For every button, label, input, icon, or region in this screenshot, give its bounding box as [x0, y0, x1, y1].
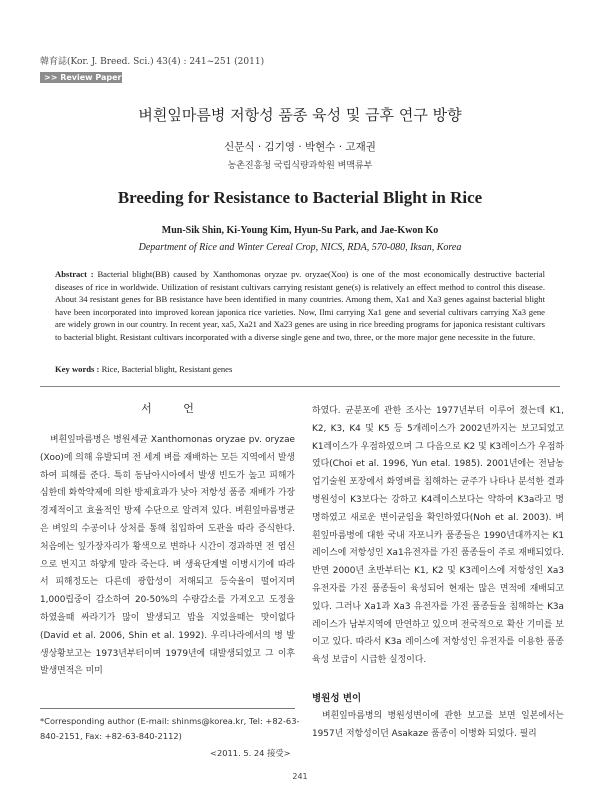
abstract-text: Bacterial blight(BB) caused by Xanthomonas oryzae pv. oryzae(Xoo) is one of the most economically destructive bacterial diseases of rice in worldwide. Utilization of resistant cultivars carrying resistant gene(s) is relatively an effect method to control this disease. About 34 resistant genes for BB resistance have been identified in many countries. Among them, Xa1 and Xa3 genes against bacterial blight have been incorporated into improved korean japonica rice varieties. Now, Ilmi carrying Xa1 gene and severial cultivars carrying Xa3 gene are widely grown in our country. In recent year, xa5, Xa21 and Xa23 genes are using in rice breeding programs for japonica resistant cultivars to bacterial blight. Resistant cultivars incorporated with a diverse single gene and two, three, or the more major gene necessite in the future. — [55, 269, 545, 342]
abstract — [55, 268, 545, 344]
keywords — [55, 364, 232, 374]
korean-authors: 신문식 · 김기영 · 박현수 · 고재권 — [224, 141, 376, 153]
keywords-text: Rice, Bacterial blight, Resistant genes — [101, 364, 233, 374]
footnote-line-2: 840-2151, Fax: +82-63-840-2112) — [40, 731, 182, 741]
right-column — [312, 403, 564, 744]
review-paper-tag: >> Review Paper — [40, 72, 122, 83]
english-affiliation: Department of Rice and Winter Cereal Crop, NICS, RDA, 570-080, Iksan, Korea — [138, 242, 462, 253]
received-date: <2011. 5. 24 接受> — [210, 748, 291, 758]
korean-title: 벼흰잎마름병 저항성 품종 육성 및 금후 연구 방향 — [138, 106, 462, 124]
english-authors: Mun-Sik Shin, Ki-Young Kim, Hyun-Su Park, and Jae-Kwon Ko — [161, 225, 439, 236]
pathogen-variation-body — [312, 708, 564, 744]
introduction-heading: 서 언 — [141, 402, 208, 415]
footnote-rule — [40, 708, 295, 709]
keywords-label: Key words : — [55, 364, 100, 374]
abstract-label: Abstract : — [55, 269, 94, 279]
footnote-line-1: *Corresponding author (E-mail: shinms@korea.kr, Tel: +82-63- — [40, 716, 300, 726]
korean-affiliation: 농촌진흥청 국립식량과학원 벼맥류부 — [227, 161, 373, 171]
introduction-body-left — [40, 432, 295, 681]
introduction-continuation: 하였다. 균분포에 관한 조사는 1977년부터 이루어 졌는데 K1, K2, K3, K4 및 K5 등 5개레이스가 2002년까지는 보고되었고 K1레이스가 우점하였으며 그 다음으로 K2 및 K3레이스가 우점하였다(Choi et al. 1996, Yun etal. 1985). 2001년에는 전남농업기술원 포장에서 화영벼를 침해하는 균주가 나타나 분석한 결과 병원성이 K3보다는 강하고 K4레이스보다는 약하여 K3a라고 명명하였고 새로운 변이균임을 확인하였다(Noh et al. 2003). 벼흰잎마름병에 대한 국내 자포니카 품종들은 1990년대까지는 K1레이스에 저항성인 Xa1유전자를 가진 품종들이 주로 재배되었다. 반면 2000년 초반부터는 K1, K2 및 K3레이스에 저항성인 Xa3 유전자를 가진 품종들이 육성되어 현재는 많은 면적에 재배되고 있다. 그러나 Xa1과 Xa3 유전자를 가진 품종들을 침해하는 K3a 레이스가 남부지역에 만연하고 있으며 전국적으로 확산 기미를 보이고 있다. 따라서 K3a 레이스에 저항성인 유전자를 이용한 품종육성 보급이 시급한 실정이다. — [312, 406, 564, 666]
english-title: Breeding for Resistance to Bacterial Blight in Rice — [117, 188, 483, 207]
section-divider — [40, 386, 560, 387]
introduction-body-right — [312, 403, 564, 670]
page-number: 241 — [292, 772, 308, 781]
pathogen-variation-paragraph: 벼흰잎마름병의 병원성변이에 관한 보고를 보면 일본에서는 1957년 저항성이던 Asakaze 품종이 이병화 되었다. 필리 — [312, 710, 564, 739]
corresponding-author-footnote — [40, 714, 300, 744]
journal-citation: 韓育誌(Kor. J. Breed. Sci.) 43(4) : 241~251 (2011) — [40, 57, 265, 67]
pathogen-variation-heading: 병원성 변이 — [312, 692, 362, 704]
left-column — [40, 400, 295, 681]
introduction-paragraph: 벼흰잎마름병은 병원세균 Xanthomonas oryzae pv. oryzae (Xoo)에 의해 유발되며 전 세계 벼를 재배하는 모든 지역에서 발생하여 피해를 준다. 특히 동남아시아에서 발생 빈도가 높고 피해가 심한데 화학약제에 의한 방제효과가 낮아 저항성 품종 재배가 가장 경제적이고 효율적인 방제 수단으로 알려져 있다. 벼흰잎마름병균은 벼잎의 수공이나 상처를 통해 침입하여 도관을 따라 증식한다. 처음에는 잎가장자리가 황색으로 변하나 시간이 경과하면 전 엽신으로 번지고 하얗게 말라 죽는다. 벼 생육단계별 이병시기에 따라서 피해정도는 다른데 광합성이 저해되고 등숙율이 떨어지며 1,000립중이 감소하여 20-50%의 수량감소를 가져오고 도정을 하였을때 싸라기가 많이 발생되고 밥을 지었을때는 맛이없다(David et al. 2006, Shin et al. 1992). 우리나라에서의 병 발생상황보고는 1973년부터이며 1979년에 대발생되었고 그 이후 발생면적은 미미 — [40, 435, 296, 677]
